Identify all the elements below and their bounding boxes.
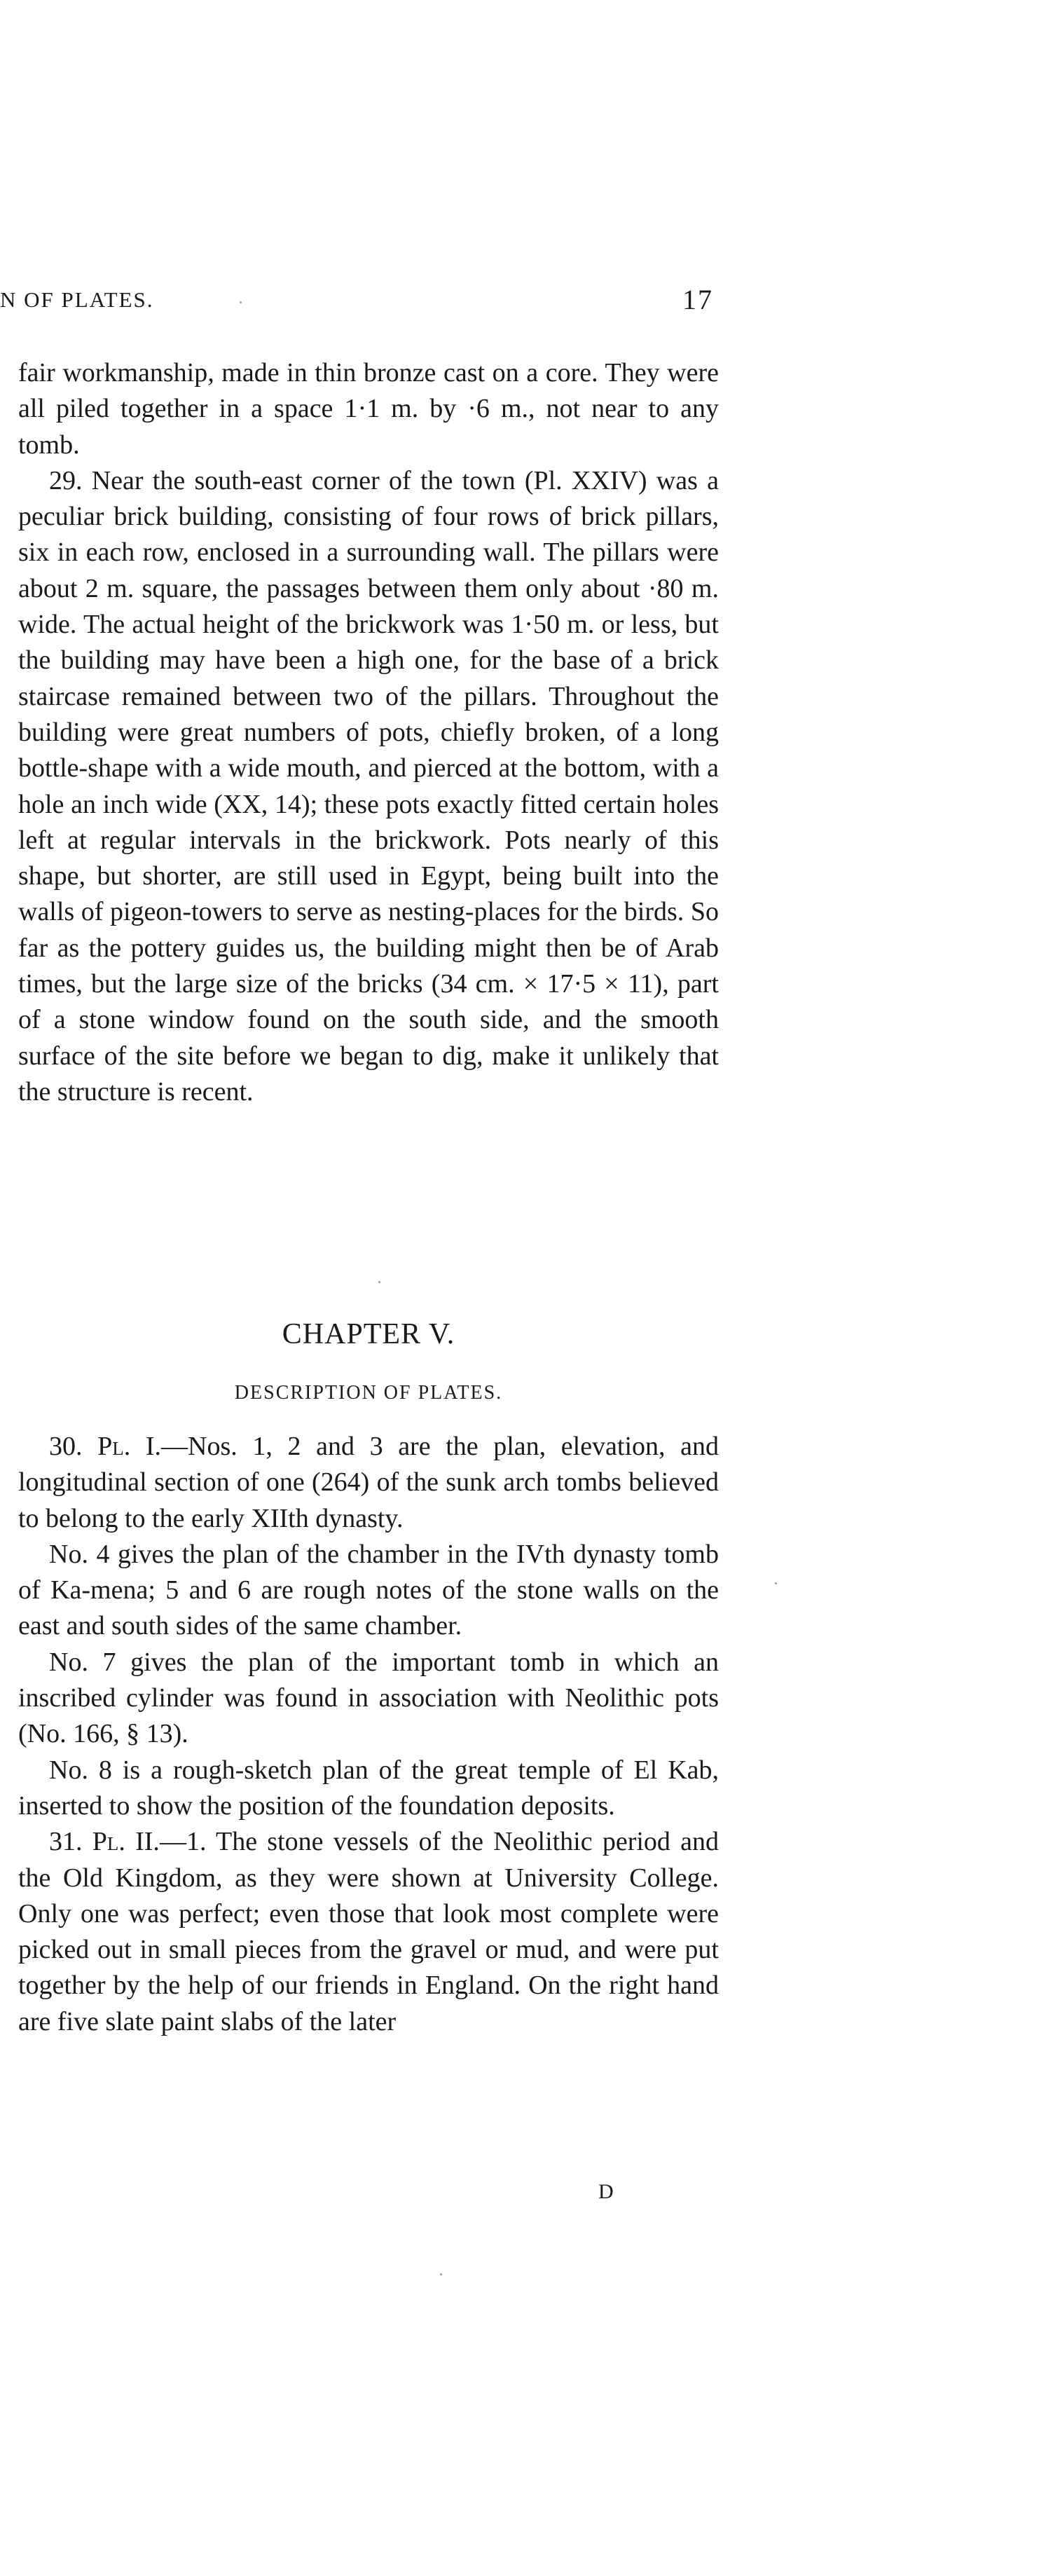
paragraph-30-number: 30. [49,1432,83,1461]
running-title: N OF PLATES. [0,287,154,312]
body-text-block [18,355,719,1110]
paragraph-31-number: 31. [49,1827,83,1857]
page-number: 17 [682,284,713,315]
paragraph-31-text: —1. The stone vessels of the Neolithic period and the Old Kingdom, as they were shown at University College. Only one was perfect; even those that look most complete were picked out in small pieces from the gravel or mud, and were put together by the help of our friends in England. On the right hand are five slate paint slabs of the later [18,1827,720,2036]
paragraph-30-text: —Nos. 1, 2 and 3 are the plan, elevation, and longitudinal section of one (264) of the sunk arch tombs believed to belong to the early XIIth dynasty. [18,1432,720,1533]
paragraph-29: 29. Near the south-east corner of the town (Pl. XXIV) was a peculiar brick building, consisting of four rows of brick pillars, six in each row, enclosed in a surrounding wall. The pillars were about 2 m. square, the passages between them only about ·80 m. wide. The actual height of the brickwork was 1·50 m. or less, but the building may have been a high one, for the base of a brick staircase remained between two of the pillars. Throughout the building were great numbers of pots, chiefly broken, of a long bottle-shape with a wide mouth, and pierced at the bottom, with a hole an inch wide (XX, 14); these pots exactly fitted certain holes left at regular intervals in the brickwork. Pots nearly of this shape, but shorter, are still used in Egypt, being built into the walls of pigeon-towers to serve as nesting-places for the birds. So far as the pottery guides us, the building might then be of Arab times, but the large size of the bricks (34 cm. × 17·5 × 11), part of a stone window found on the south side, and the smooth surface of the site before we began to dig, make it unlikely that the structure is recent. [18,465,719,1107]
plates-text-block [18,1429,719,2040]
chapter-heading: CHAPTER V. [282,1318,455,1350]
paragraph-no-7: No. 7 gives the plan of the important tomb in which an inscribed cylinder was found in association with Neolithic pots (No. 166, § 13). [18,1647,719,1749]
continuation-paragraph: fair workmanship, made in thin bronze cast on a core. They were all piled together in a space 1·1 m. by ·6 m., not near to any tomb. [18,358,719,460]
paragraph-30 [18,1429,719,1537]
section-heading: DESCRIPTION OF PLATES. [234,1382,503,1404]
paragraph-31-plate-ref: Pl. II. [92,1827,160,1857]
signature-mark: D [598,2180,614,2203]
paper-speck [240,301,242,303]
paper-speck [775,1582,777,1584]
paper-speck [440,2273,442,2275]
running-head [0,283,729,318]
paragraph-no-8: No. 8 is a rough-sketch plan of the great temple of El Kab, inserted to show the position of the foundation deposits. [18,1755,719,1821]
paper-speck [378,1281,380,1283]
paragraph-30-plate-ref: Pl. I. [97,1432,162,1461]
paragraph-no-4: No. 4 gives the plan of the chamber in the IVth dynasty tomb of Ka-mena; 5 and 6 are rough notes of the stone walls on the east and south sides of the same chamber. [18,1539,719,1641]
paragraph-31 [18,1824,719,2040]
